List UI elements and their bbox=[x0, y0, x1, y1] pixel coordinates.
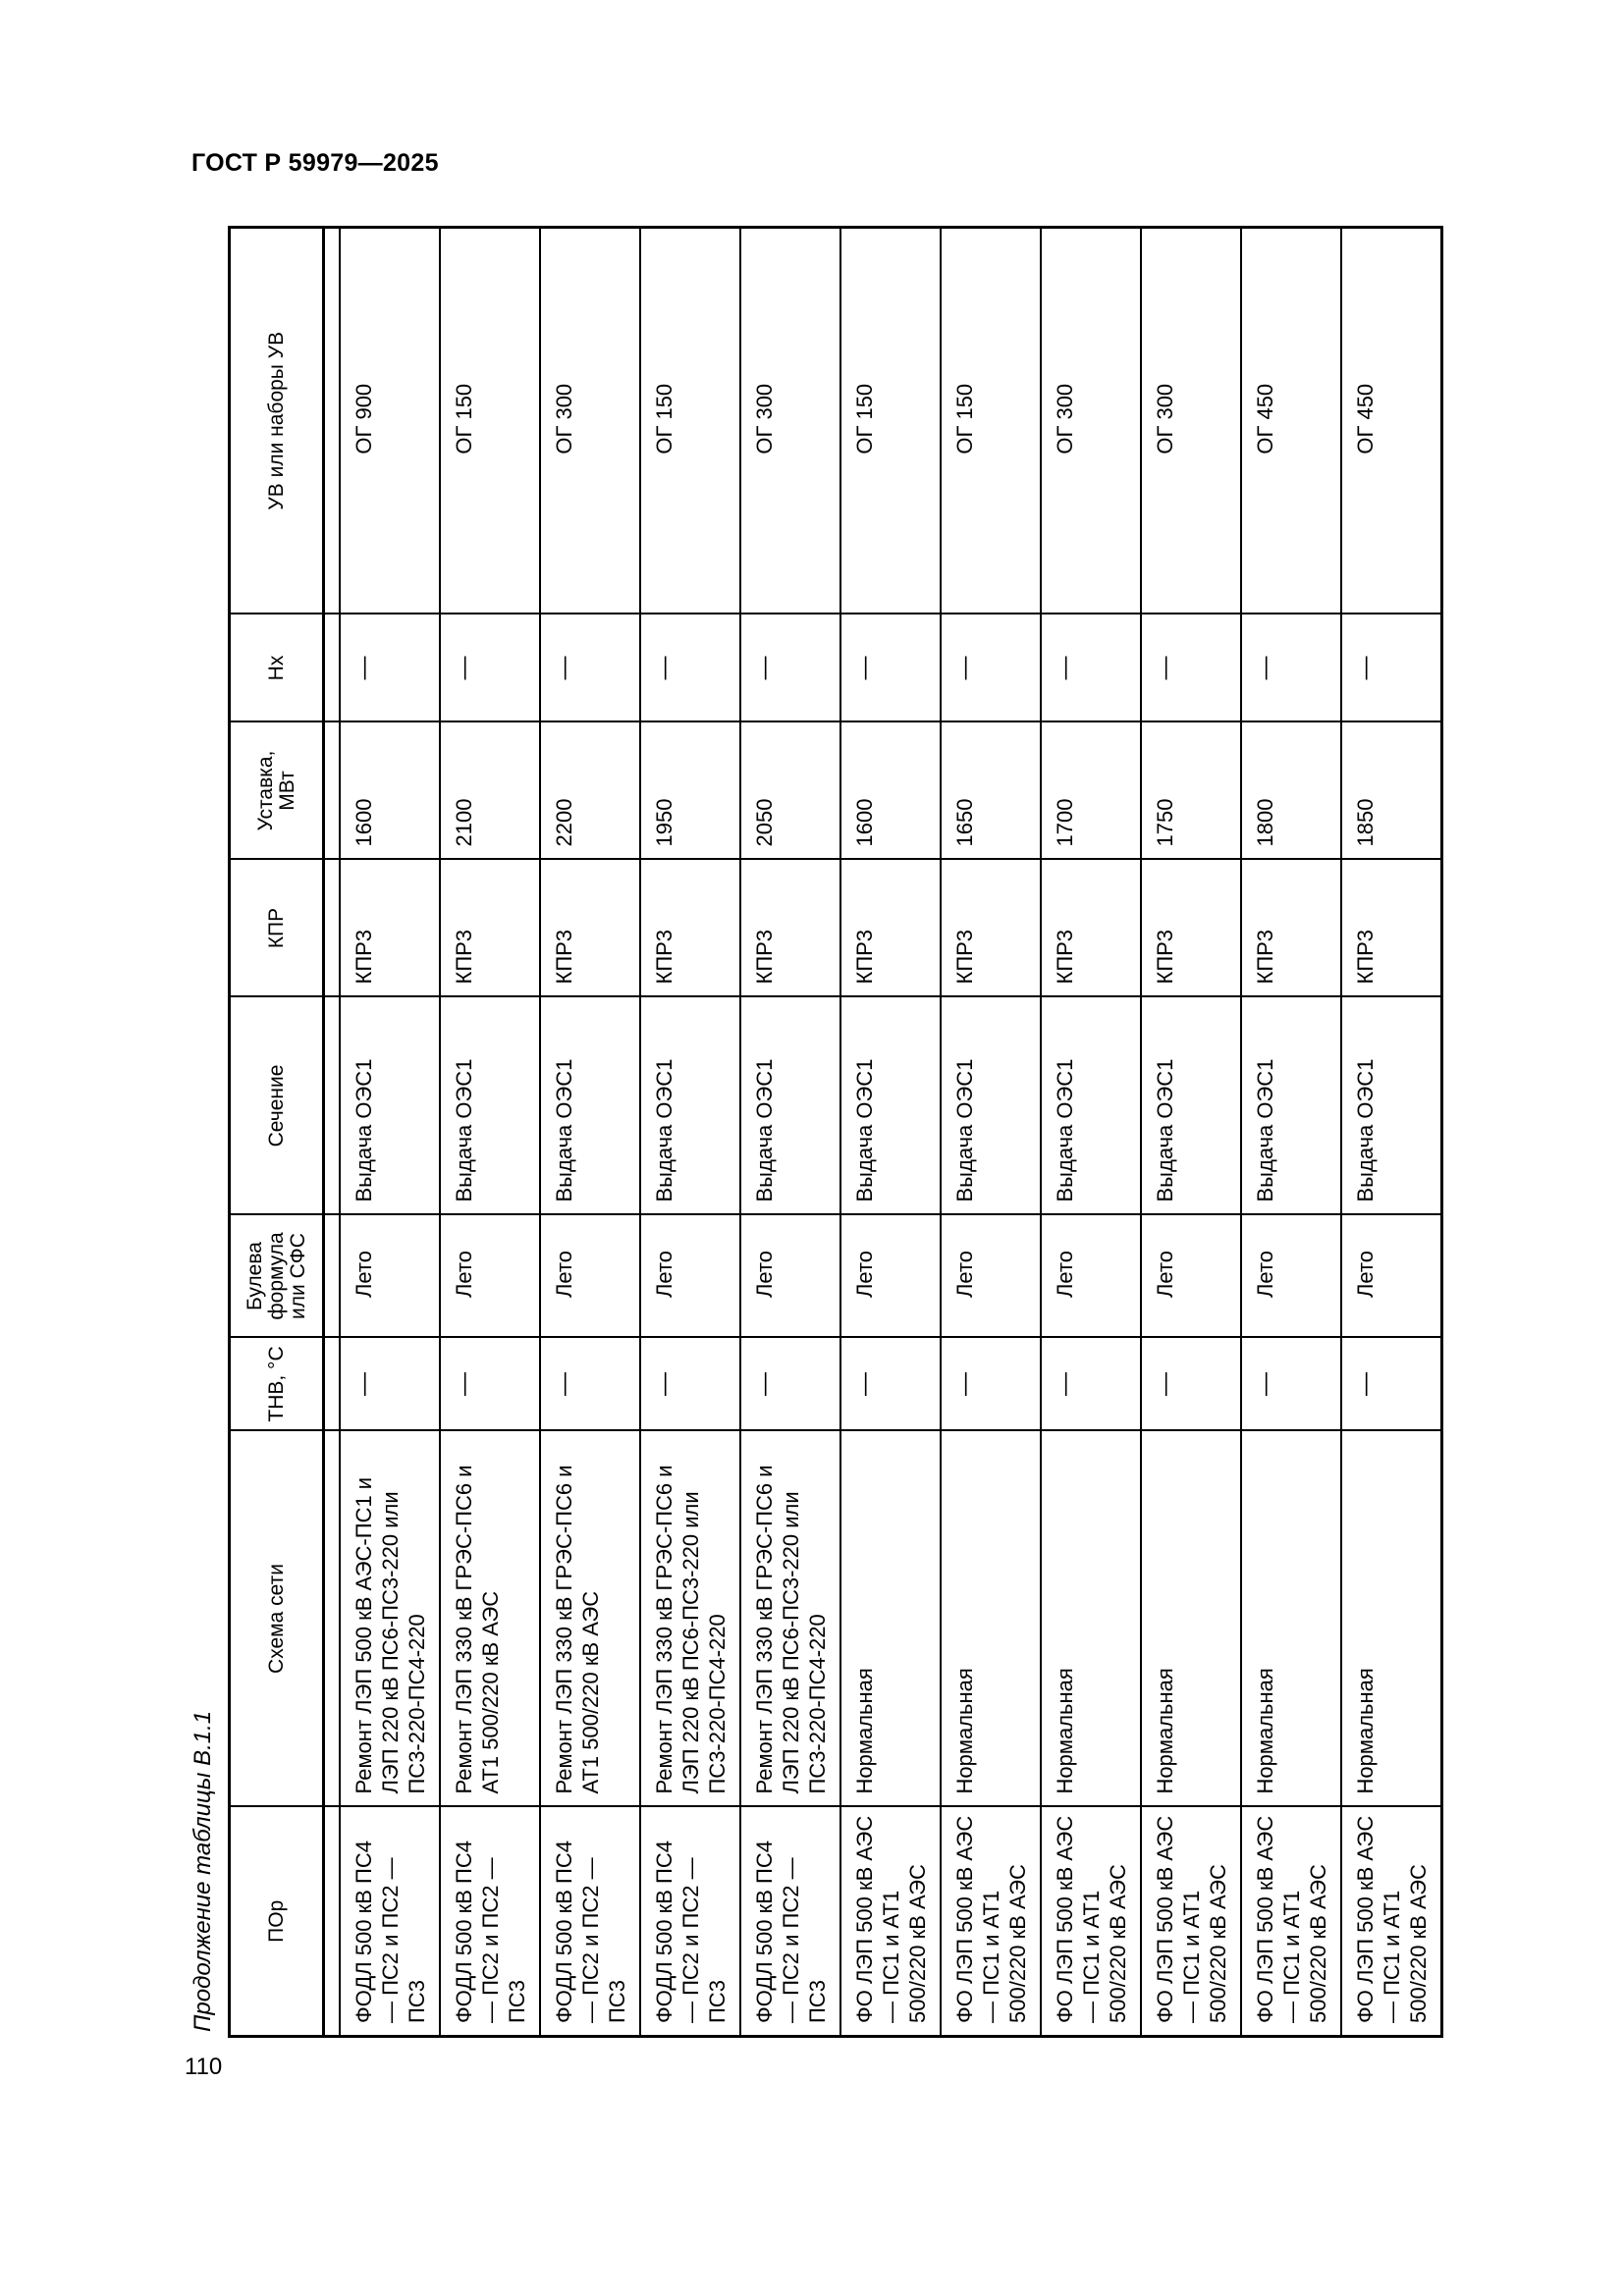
table-row bbox=[1241, 228, 1341, 2037]
cell-tnv: — bbox=[1241, 1338, 1341, 1431]
cell-setpoint: 2050 bbox=[740, 722, 840, 860]
cell-nx: — bbox=[340, 614, 440, 722]
cell-por: ФОДЛ 500 кВ ПС4 — ПС2 и ПС2 — ПС3 bbox=[440, 1807, 540, 2037]
cell-kpr: КПР3 bbox=[1041, 860, 1141, 997]
cell-kpr: КПР3 bbox=[440, 860, 540, 997]
cell-por: ФОДЛ 500 кВ ПС4 — ПС2 и ПС2 — ПС3 bbox=[640, 1807, 740, 2037]
table-caption: Продолжение таблицы В.1.1 bbox=[189, 1710, 216, 2032]
table-row bbox=[1341, 228, 1442, 2037]
cell-setpoint: 1650 bbox=[941, 722, 1041, 860]
page-number: 110 bbox=[185, 2054, 223, 2080]
cell-uv: ОГ 450 bbox=[1241, 228, 1341, 614]
cell-nx: — bbox=[740, 614, 840, 722]
table-row bbox=[540, 228, 640, 2037]
cell-setpoint: 1950 bbox=[640, 722, 740, 860]
data-table bbox=[228, 226, 1443, 2038]
cell-nx: — bbox=[941, 614, 1041, 722]
cell-bool: Лето bbox=[840, 1215, 941, 1338]
cell-uv: ОГ 300 bbox=[540, 228, 640, 614]
cell-scheme: Нормальная bbox=[1341, 1431, 1442, 1807]
cell-setpoint: 1750 bbox=[1141, 722, 1241, 860]
cell-section: Выдача ОЭС1 bbox=[1341, 997, 1442, 1215]
table-row bbox=[840, 228, 941, 2037]
col-header-tnv: ТНВ, °С bbox=[230, 1338, 324, 1431]
cell-scheme: Ремонт ЛЭП 330 кВ ГРЭС-ПС6 и АТ1 500/220 кВ АЭС bbox=[540, 1431, 640, 1807]
cell-uv: ОГ 300 bbox=[1041, 228, 1141, 614]
cell-section: Выдача ОЭС1 bbox=[1041, 997, 1141, 1215]
table-row bbox=[1041, 228, 1141, 2037]
cell-kpr: КПР3 bbox=[540, 860, 640, 997]
cell-tnv: — bbox=[1341, 1338, 1442, 1431]
cell-section: Выдача ОЭС1 bbox=[540, 997, 640, 1215]
cell-por: ФОДЛ 500 кВ ПС4 — ПС2 и ПС2 — ПС3 bbox=[340, 1807, 440, 2037]
cell-section: Выдача ОЭС1 bbox=[1141, 997, 1241, 1215]
cell-uv: ОГ 300 bbox=[740, 228, 840, 614]
cell-scheme: Нормальная bbox=[840, 1431, 941, 1807]
cell-por: ФОДЛ 500 кВ ПС4 — ПС2 и ПС2 — ПС3 bbox=[740, 1807, 840, 2037]
cell-section: Выдача ОЭС1 bbox=[440, 997, 540, 1215]
table-row bbox=[440, 228, 540, 2037]
table-header-row bbox=[230, 228, 324, 2037]
cell-por: ФО ЛЭП 500 кВ АЭС — ПС1 и АТ1 500/220 кВ АЭС bbox=[1041, 1807, 1141, 2037]
document-id: ГОСТ Р 59979—2025 bbox=[191, 149, 439, 177]
cell-scheme: Нормальная bbox=[941, 1431, 1041, 1807]
cell-kpr: КПР3 bbox=[740, 860, 840, 997]
cell-nx: — bbox=[840, 614, 941, 722]
cell-setpoint: 1600 bbox=[840, 722, 941, 860]
cell-uv: ОГ 150 bbox=[840, 228, 941, 614]
cell-tnv: — bbox=[440, 1338, 540, 1431]
cell-nx: — bbox=[1241, 614, 1341, 722]
cell-por: ФОДЛ 500 кВ ПС4 — ПС2 и ПС2 — ПС3 bbox=[540, 1807, 640, 2037]
cell-tnv: — bbox=[1041, 1338, 1141, 1431]
cell-kpr: КПР3 bbox=[640, 860, 740, 997]
cell-nx: — bbox=[540, 614, 640, 722]
cell-kpr: КПР3 bbox=[1341, 860, 1442, 997]
cell-uv: ОГ 450 bbox=[1341, 228, 1442, 614]
cell-section: Выдача ОЭС1 bbox=[640, 997, 740, 1215]
table-row bbox=[941, 228, 1041, 2037]
cell-setpoint: 1850 bbox=[1341, 722, 1442, 860]
col-header-section: Сечение bbox=[230, 997, 324, 1215]
cell-uv: ОГ 300 bbox=[1141, 228, 1241, 614]
cell-bool: Лето bbox=[340, 1215, 440, 1338]
cell-por: ФО ЛЭП 500 кВ АЭС — ПС1 и АТ1 500/220 кВ АЭС bbox=[1341, 1807, 1442, 2037]
cell-section: Выдача ОЭС1 bbox=[840, 997, 941, 1215]
cell-scheme: Нормальная bbox=[1041, 1431, 1141, 1807]
col-header-uv: УВ или наборы УВ bbox=[230, 228, 324, 614]
table-row bbox=[740, 228, 840, 2037]
cell-tnv: — bbox=[640, 1338, 740, 1431]
cell-bool: Лето bbox=[440, 1215, 540, 1338]
cell-setpoint: 1600 bbox=[340, 722, 440, 860]
cell-uv: ОГ 150 bbox=[640, 228, 740, 614]
cell-bool: Лето bbox=[1141, 1215, 1241, 1338]
cell-uv: ОГ 900 bbox=[340, 228, 440, 614]
cell-section: Выдача ОЭС1 bbox=[1241, 997, 1341, 1215]
cell-por: ФО ЛЭП 500 кВ АЭС — ПС1 и АТ1 500/220 кВ АЭС bbox=[941, 1807, 1041, 2037]
cell-uv: ОГ 150 bbox=[941, 228, 1041, 614]
cell-bool: Лето bbox=[740, 1215, 840, 1338]
cell-por: ФО ЛЭП 500 кВ АЭС — ПС1 и АТ1 500/220 кВ АЭС bbox=[840, 1807, 941, 2037]
cell-kpr: КПР3 bbox=[840, 860, 941, 997]
table-body bbox=[340, 228, 1442, 2037]
cell-por: ФО ЛЭП 500 кВ АЭС — ПС1 и АТ1 500/220 кВ АЭС bbox=[1141, 1807, 1241, 2037]
cell-bool: Лето bbox=[640, 1215, 740, 1338]
cell-nx: — bbox=[1041, 614, 1141, 722]
header-spacer-row bbox=[324, 228, 341, 2037]
col-header-setpoint: Уставка, МВт bbox=[230, 722, 324, 860]
cell-kpr: КПР3 bbox=[1141, 860, 1241, 997]
cell-setpoint: 2200 bbox=[540, 722, 640, 860]
cell-setpoint: 1700 bbox=[1041, 722, 1141, 860]
cell-tnv: — bbox=[1141, 1338, 1241, 1431]
cell-tnv: — bbox=[740, 1338, 840, 1431]
col-header-bool: Булева формула или СФС bbox=[230, 1215, 324, 1338]
cell-scheme: Нормальная bbox=[1141, 1431, 1241, 1807]
cell-nx: — bbox=[1141, 614, 1241, 722]
cell-section: Выдача ОЭС1 bbox=[941, 997, 1041, 1215]
col-header-kpr: КПР bbox=[230, 860, 324, 997]
cell-scheme: Ремонт ЛЭП 330 кВ ГРЭС-ПС6 и ЛЭП 220 кВ ПС6-ПС3-220 или ПС3-220-ПС4-220 bbox=[740, 1431, 840, 1807]
cell-kpr: КПР3 bbox=[941, 860, 1041, 997]
cell-bool: Лето bbox=[1341, 1215, 1442, 1338]
cell-por: ФО ЛЭП 500 кВ АЭС — ПС1 и АТ1 500/220 кВ АЭС bbox=[1241, 1807, 1341, 2037]
cell-kpr: КПР3 bbox=[1241, 860, 1341, 997]
col-header-por: ПОр bbox=[230, 1807, 324, 2037]
cell-nx: — bbox=[640, 614, 740, 722]
cell-setpoint: 2100 bbox=[440, 722, 540, 860]
col-header-nx: Нх bbox=[230, 614, 324, 722]
cell-uv: ОГ 150 bbox=[440, 228, 540, 614]
cell-scheme: Ремонт ЛЭП 330 кВ ГРЭС-ПС6 и АТ1 500/220 кВ АЭС bbox=[440, 1431, 540, 1807]
table-row bbox=[340, 228, 440, 2037]
table-row bbox=[640, 228, 740, 2037]
table-container bbox=[228, 229, 1443, 2038]
cell-scheme: Ремонт ЛЭП 500 кВ АЭС-ПС1 и ЛЭП 220 кВ ПС6-ПС3-220 или ПС3-220-ПС4-220 bbox=[340, 1431, 440, 1807]
cell-tnv: — bbox=[540, 1338, 640, 1431]
cell-nx: — bbox=[440, 614, 540, 722]
cell-tnv: — bbox=[840, 1338, 941, 1431]
cell-scheme: Нормальная bbox=[1241, 1431, 1341, 1807]
cell-bool: Лето bbox=[941, 1215, 1041, 1338]
cell-bool: Лето bbox=[1041, 1215, 1141, 1338]
table-row bbox=[1141, 228, 1241, 2037]
cell-nx: — bbox=[1341, 614, 1442, 722]
cell-section: Выдача ОЭС1 bbox=[740, 997, 840, 1215]
col-header-scheme: Схема сети bbox=[230, 1431, 324, 1807]
cell-kpr: КПР3 bbox=[340, 860, 440, 997]
cell-bool: Лето bbox=[540, 1215, 640, 1338]
cell-tnv: — bbox=[340, 1338, 440, 1431]
cell-section: Выдача ОЭС1 bbox=[340, 997, 440, 1215]
cell-bool: Лето bbox=[1241, 1215, 1341, 1338]
cell-scheme: Ремонт ЛЭП 330 кВ ГРЭС-ПС6 и ЛЭП 220 кВ ПС6-ПС3-220 или ПС3-220-ПС4-220 bbox=[640, 1431, 740, 1807]
cell-tnv: — bbox=[941, 1338, 1041, 1431]
cell-setpoint: 1800 bbox=[1241, 722, 1341, 860]
